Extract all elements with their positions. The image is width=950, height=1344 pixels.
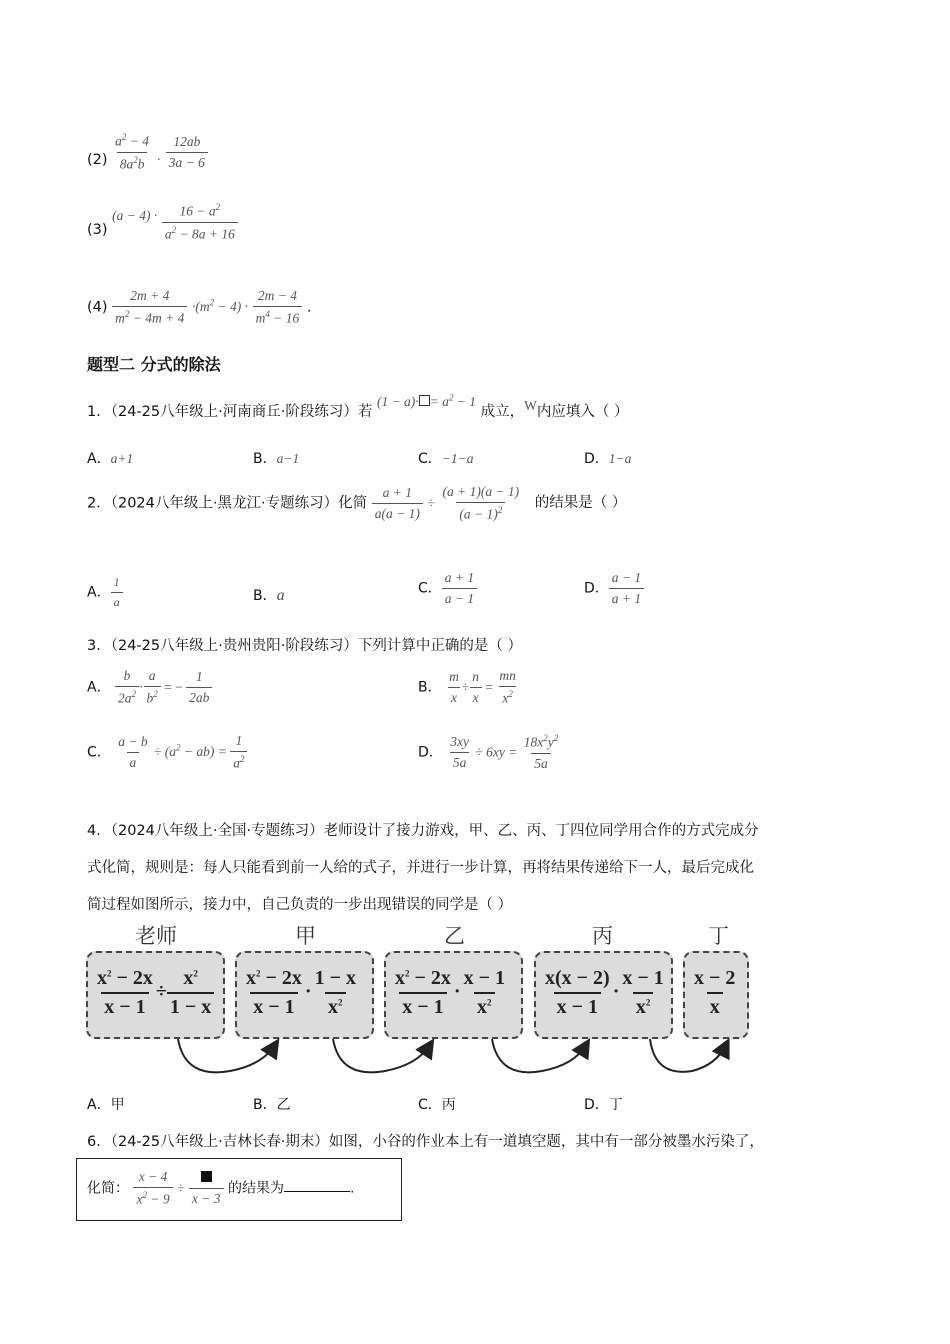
relay-box-bing: $\frac{x(x - 2)}{x - 1}$ · $\frac{x - 1}{x^2}$ xyxy=(534,951,673,1039)
relay-box-jia: $\frac{x^2 - 2x}{x - 1}$ · $\frac{1 - x}{x^2}$ xyxy=(235,951,374,1039)
relay-label-jia: 甲 xyxy=(295,924,316,948)
q1-option-d[interactable]: D．1−a xyxy=(584,451,632,467)
ink-blot-icon xyxy=(201,1171,212,1182)
q3-option-a[interactable]: A． $\frac{b}{2a^2}$ · $\frac{a}{b^2}$ = − $\frac{1}{2ab}$ xyxy=(87,668,212,707)
q3-option-c[interactable]: C． $\frac{a - b}{a}$ ÷ $(a^2 - ab)$ = $\frac{1}{a^2}$ xyxy=(87,733,247,772)
question-6: 6．（24-25八年级上·吉林长春·期末）如图，小谷的作业本上有一道填空题，其中有一部分被墨水污染了， xyxy=(87,1134,764,1150)
relay-label-ding: 丁 xyxy=(708,924,729,948)
question-4-line3: 简过程如图所示，接力中，自己负责的一步出现错误的同学是（ ） xyxy=(87,897,513,913)
fraction: $\frac{16 - a^2}{a^2 - 8a + 16}$ xyxy=(162,202,238,242)
q2-option-d[interactable]: D． $\frac{a - 1}{a + 1}$ xyxy=(584,570,644,607)
q1-option-c[interactable]: C．−1−a xyxy=(418,451,474,467)
q2-option-c[interactable]: C． $\frac{a + 1}{a - 1}$ xyxy=(418,570,477,607)
fraction: $\frac{a + 1}{a(a - 1)}$ xyxy=(372,485,423,522)
q4-option-c[interactable]: C．丙 xyxy=(418,1097,456,1113)
fraction: x − 3 xyxy=(189,1170,224,1207)
q1-option-a[interactable]: A．a+1 xyxy=(87,451,134,467)
fraction: $\frac{(a + 1)(a - 1)}{(a - 1)^2}$ xyxy=(442,484,520,522)
q2-option-a[interactable]: A． $\frac{1}{a}$ xyxy=(87,575,123,610)
q2-option-b[interactable]: B．a xyxy=(253,587,285,604)
section-title: 题型二 分式的除法 xyxy=(87,355,221,374)
arrow xyxy=(333,1039,430,1072)
arrow xyxy=(178,1039,275,1072)
question-4-line1: 4．（2024八年级上·全国·专题练习）老师设计了接力游戏，甲、乙、丙、丁四位同学用合作的方式完成分 xyxy=(87,823,759,839)
q1-option-b[interactable]: B．a−1 xyxy=(253,451,300,467)
fraction: $\frac{12ab}{3a - 6}$ xyxy=(166,134,208,171)
question-2: 2．（2024八年级上·黑龙江·专题练习）化简 $\frac{a + 1}{a(a - 1)}$ ÷ $\frac{(a + 1)(a - 1)}{(a - 1)^2}$ 的结果是（ ） xyxy=(87,484,627,522)
question-1: 1．（24-25八年级上·河南商丘·阶段练习）若 $(1 - a)\cdot = a^2 - 1$ 成立，W内应填入（ ） xyxy=(87,392,629,420)
q4-option-a[interactable]: A．甲 xyxy=(87,1097,125,1113)
fraction: $\frac{2m - 4}{m^4 - 16}$ xyxy=(253,288,303,327)
fraction: $\frac{2m + 4}{m^2 - 4m + 4}$ xyxy=(112,288,187,327)
relay-box-yi: $\frac{x^2 - 2x}{x - 1}$ · $\frac{x - 1}{x^2}$ xyxy=(384,951,523,1039)
answer-blank[interactable] xyxy=(284,1177,350,1192)
question-4-line2: 式化简，规则是：每人只能看到前一人给的式子，并进行一步计算，再将结果传递给下一人，最后完成化 xyxy=(87,860,754,876)
relay-box-ding: $\frac{x - 2}{x}$ xyxy=(683,951,749,1039)
relay-box-teacher: $\frac{x^2 - 2x}{x - 1}$ ÷ $\frac{x^2}{1 - x}$ xyxy=(86,951,225,1039)
homework-box: 化简： $\frac{x - 4}{x^2 - 9}$ ÷ x − 3 的结果为 . xyxy=(76,1158,402,1221)
q4-option-d[interactable]: D．丁 xyxy=(584,1097,623,1113)
arrow xyxy=(492,1039,586,1072)
arrow xyxy=(650,1039,726,1072)
question-3: 3．（24-25八年级上·贵州贵阳·阶段练习）下列计算中正确的是（ ） xyxy=(87,638,522,654)
q4-option-b[interactable]: B．乙 xyxy=(253,1097,291,1113)
item-4: (4) $\frac{2m + 4}{m^2 - 4m + 4}$ $\cdot(m^2 - 4)$ · $\frac{2m - 4}{m^4 - 16}$ . xyxy=(87,288,312,326)
relay-arrows xyxy=(0,1035,950,1085)
relay-label-teacher: 老师 xyxy=(135,924,177,948)
fraction: $\frac{a^2 - 4}{8a^2b}$ xyxy=(115,132,150,171)
q3-option-d[interactable]: D． $\frac{3xy}{5a}$ ÷ 6xy = $\frac{18x^2y^2}{5a}$ xyxy=(418,733,559,771)
fraction: $\frac{x - 4}{x^2 - 9}$ xyxy=(133,1169,172,1208)
item-2: (2) $\frac{a^2 - 4}{8a^2b}$ · $\frac{12ab}{3a - 6}$ xyxy=(87,140,208,180)
relay-label-yi: 乙 xyxy=(444,924,465,948)
item-3: (3) (a − 4) · $\frac{16 - a^2}{a^2 - 8a + 16}$ xyxy=(87,210,238,250)
q3-option-b[interactable]: B． $\frac{m}{x}$ ÷ $\frac{n}{x}$ = $\frac{mn}{x^2}$ xyxy=(418,668,516,706)
relay-label-bing: 丙 xyxy=(592,924,613,948)
